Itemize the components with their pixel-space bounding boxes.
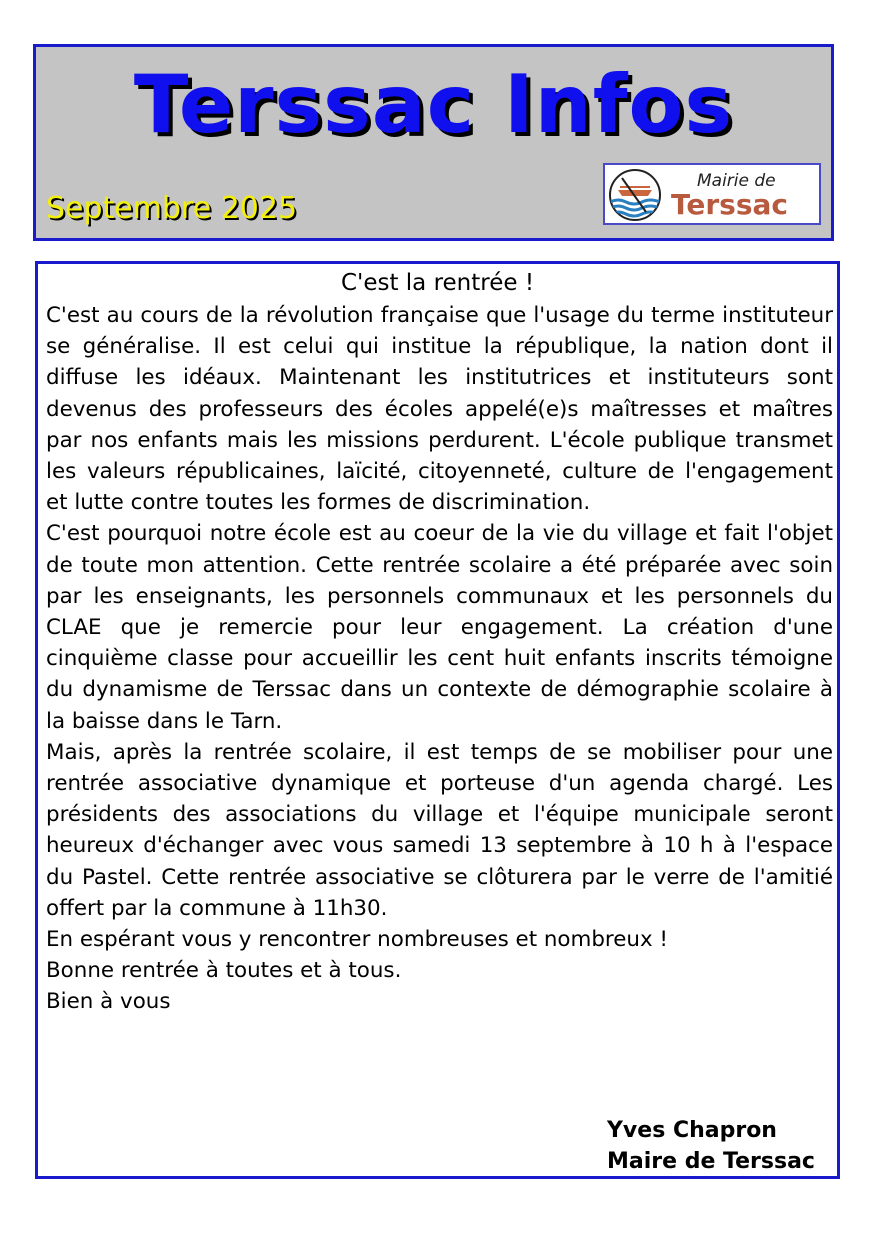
mairie-logo <box>603 163 821 225</box>
article-paragraph: Mais, après la rentrée scolaire, il est temps de se mobiliser pour une rentrée associative dynamique et porteuse d'un agenda chargé. Les présidents des associations du village et l'équipe municipale seront heureux d'échanger avec vous samedi 13 septembre à 10 h à l'espace du Pastel. Cette rentrée associative se clôturera par le verre de l'amitié offert par la commune à 11h30. <box>46 739 833 921</box>
article-paragraph: C'est pourquoi notre école est au coeur de la vie du village et fait l'objet de toute mon attention. Cette rentrée scolaire a été préparée avec soin par les enseignants, les personnels communaux et les personnels du CLAE que je remercie pour leur engagement. La création d'une cinquième classe pour accueillir les cent huit enfants inscrits témoigne du dynamisme de Terssac dans un contexte de démographie scolaire à la baisse dans le Tarn. <box>46 521 833 734</box>
logo-text-mairie: Mairie de <box>697 171 776 191</box>
article-title: C'est la rentrée ! <box>340 270 535 296</box>
article-paragraph: Bien à vous <box>46 989 171 1015</box>
article-paragraph: C'est au cours de la révolution française que l'usage du terme instituteur se généralise. Il est celui qui institue la république, la nation dont il diffuse les idéaux. Maintenant les institutrices et instituteurs sont devenus des professeurs des écoles appelé(e)s maîtresses et maîtres par nos enfants mais les missions perdurent. L'école publique transmet les valeurs républicaines, laïcité, citoyenneté, culture de l'engagement et lutte contre toutes les formes de discrimination. <box>46 303 833 516</box>
newsletter-header <box>33 44 834 241</box>
article-paragraph: En espérant vous y rencontrer nombreuses et nombreux ! <box>46 927 669 953</box>
article-paragraph: Bonne rentrée à toutes et à tous. <box>46 958 402 984</box>
logo-text-terssac: Terssac <box>671 188 789 221</box>
newsletter-title: Terssac Infos <box>133 58 734 151</box>
article-body <box>46 300 833 1018</box>
signature-block <box>607 1115 815 1177</box>
signature-name: Yves Chapron <box>607 1118 777 1143</box>
signature-role: Maire de Terssac <box>607 1149 815 1174</box>
editorial-article <box>35 261 840 1179</box>
boat-on-waves-icon <box>608 168 662 222</box>
issue-date: Septembre 2025 <box>46 191 298 226</box>
